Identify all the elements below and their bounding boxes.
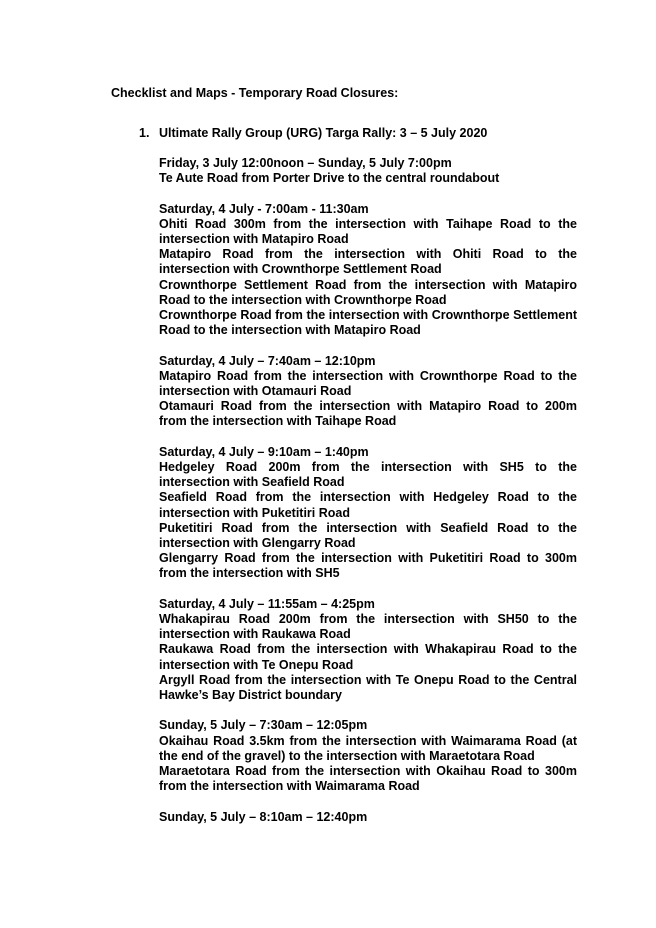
road-closure-line: Puketitiri Road from the intersection with Seafield Road to the intersection with Glengarry Road [159, 520, 577, 551]
road-closure-line: Te Aute Road from Porter Drive to the central roundabout [159, 171, 500, 186]
list-item-title: Ultimate Rally Group (URG) Targa Rally: 3 – 5 July 2020 [159, 126, 488, 140]
closure-section [159, 597, 577, 703]
road-closure-line: Maraetotara Road from the intersection with Okaihau Road to 300m from the intersection with Waimarama Road [159, 764, 577, 794]
road-closure-line: Glengarry Road from the intersection with Puketitiri Road to 300m from the intersection with SH5 [159, 551, 577, 581]
closure-section [159, 718, 577, 794]
closure-time-heading: Sunday, 5 July – 8:10am – 12:40pm [159, 809, 368, 824]
road-closure-line: Hedgeley Road 200m from the intersection with SH5 to the intersection with Seafield Road [159, 460, 577, 490]
list-item-number: 1. [139, 126, 150, 140]
road-closure-line: Matapiro Road from the intersection with Crownthorpe Road to the intersection with Otamauri Road [159, 368, 577, 399]
road-closure-line: Crownthorpe Settlement Road from the intersection with Matapiro Road to the intersection with Crownthorpe Road [159, 277, 577, 307]
closure-time-heading: Saturday, 4 July - 7:00am - 11:30am [159, 201, 369, 216]
closure-section [159, 354, 577, 430]
closure-time-heading: Sunday, 5 July – 7:30am – 12:05pm [159, 718, 368, 733]
closure-section [159, 202, 577, 339]
road-closure-line: Matapiro Road from the intersection with Ohiti Road to the intersection with Crownthorpe Settlement Road [159, 247, 577, 277]
road-closure-line: Otamauri Road from the intersection with Matapiro Road to 200m from the intersection with Taihape Road [159, 399, 577, 429]
road-closure-line: Ohiti Road 300m from the intersection with Taihape Road to the intersection with Matapiro Road [159, 216, 577, 246]
closure-section [159, 445, 577, 582]
road-closure-line: Whakapirau Road 200m from the intersection with SH50 to the intersection with Raukawa Road [159, 612, 577, 642]
closure-sections [159, 156, 577, 840]
road-closure-line: Argyll Road from the intersection with Te Onepu Road to the Central Hawke’s Bay District boundary [159, 672, 577, 703]
road-closure-line: Seafield Road from the intersection with Hedgeley Road to the intersection with Puketitiri Road [159, 490, 577, 520]
road-closure-line: Raukawa Road from the intersection with Whakapirau Road to the intersection with Te Onepu Road [159, 642, 577, 672]
road-closure-line: Crownthorpe Road from the intersection with Crownthorpe Settlement Road to the intersection with Matapiro Road [159, 308, 577, 338]
closure-time-heading: Friday, 3 July 12:00noon – Sunday, 5 July 7:00pm [159, 156, 452, 170]
closure-time-heading: Saturday, 4 July – 7:40am – 12:10pm [159, 353, 376, 368]
road-closure-line: Okaihau Road 3.5km from the intersection with Waimarama Road (at the end of the gravel) to the intersection with Maraetotara Road [159, 733, 577, 763]
document-title: Checklist and Maps - Temporary Road Closures: [111, 86, 399, 100]
closure-section [159, 156, 577, 186]
closure-time-heading: Saturday, 4 July – 9:10am – 1:40pm [159, 444, 369, 459]
closure-section [159, 810, 577, 825]
closure-time-heading: Saturday, 4 July – 11:55am – 4:25pm [159, 596, 375, 611]
